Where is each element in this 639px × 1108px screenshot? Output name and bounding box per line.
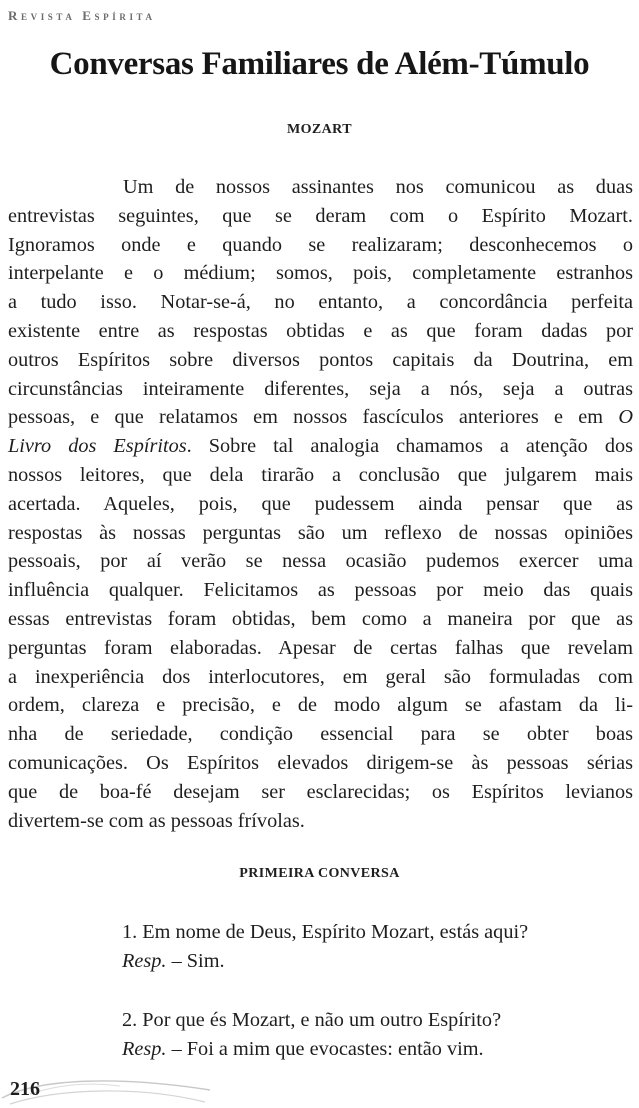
body-line-text: pessoas, e que relatamos em nossos fascículos anteriores e em (8, 406, 604, 429)
body-line: perguntas foram elaboradas. Apesar de certas falhas que revelam (8, 636, 633, 659)
book-title: Livro dos Espíritos (8, 435, 187, 458)
body-line: a tudo isso. Notar-se-á, no entanto, a concordância perfeita (8, 291, 633, 314)
italic-o: O (618, 406, 633, 429)
body-line: outros Espíritos sobre diversos pontos capitais da Doutrina, em (8, 348, 633, 371)
body-line: acertada. Aqueles, pois, que pudessem ainda pensar que as (8, 492, 633, 515)
resp-label: Resp. (122, 1038, 167, 1060)
body-line: divertem-se com as pessoas frívolas. (8, 809, 305, 832)
body-line: Ignoramos onde e quando se realizaram; desconhecemos o (8, 233, 633, 256)
body-line: existente entre as respostas obtidas e as que foram dadas por (8, 319, 633, 342)
body-line: a inexperiência dos interlocutores, em geral são formuladas com (8, 665, 633, 688)
body-line: respostas às nossas perguntas são um reflexo de nossas opiniões (8, 521, 633, 544)
question: 2. Por que és Mozart, e não um outro Espírito? (122, 1009, 502, 1031)
answer-text: – Sim. (166, 950, 225, 972)
body-line: que de boa-fé desejam ser esclarecidas; os Espíritos levianos (8, 780, 633, 803)
page-number: 216 (10, 1078, 40, 1100)
answer (122, 1035, 501, 1064)
body-line-with-italic (8, 403, 633, 432)
qa-item (122, 1006, 501, 1064)
question: 1. Em nome de Deus, Espírito Mozart, estás aqui? (122, 921, 529, 943)
answer-text: – Foi a mim que evocastes: então vim. (166, 1038, 484, 1060)
body-line: entrevistas seguintes, que se deram com o Espírito Mozart. (8, 204, 633, 227)
running-head: Revista Espírita (8, 8, 156, 23)
body-line: comunicações. Os Espíritos elevados dirigem-se às pessoas sérias (8, 751, 633, 774)
body-line: interpelante e o médium; somos, pois, completamente estranhos (8, 262, 633, 285)
article-subtitle: MOZART (287, 122, 352, 137)
body-line: influência qualquer. Felicitamos as pessoas por meio das quais (8, 579, 633, 602)
body-line-with-italic: Livro dos Espíritos. Sobre tal analogia chamamos a atenção dos (8, 435, 633, 458)
body-line: pessoais, por aí verão se nessa ocasião pudemos exercer uma (8, 550, 633, 573)
qa-item (122, 918, 528, 976)
section-heading: PRIMEIRA CONVERSA (239, 866, 400, 881)
body-line: Um de nossos assinantes nos comunicou as duas (123, 176, 633, 198)
body-line: circunstâncias inteiramente diferentes, seja a nós, seja a outras (8, 377, 633, 400)
body-line-text: Sobre tal analogia chamamos a atenção dos (208, 435, 633, 458)
body-line: ordem, clareza e precisão, e de modo algum se afastam da li- (8, 694, 633, 717)
body-line: nossos leitores, que dela tirarão a conclusão que julgarem mais (8, 463, 633, 486)
body-paragraph (8, 173, 633, 835)
body-line: essas entrevistas foram obtidas, bem como a maneira por que as (8, 607, 633, 630)
resp-label: Resp. (122, 950, 167, 972)
article-title: Conversas Familiares de Além-Túmulo (49, 46, 590, 82)
body-line: nha de seriedade, condição essencial para se obter boas (8, 723, 633, 746)
answer (122, 947, 528, 976)
